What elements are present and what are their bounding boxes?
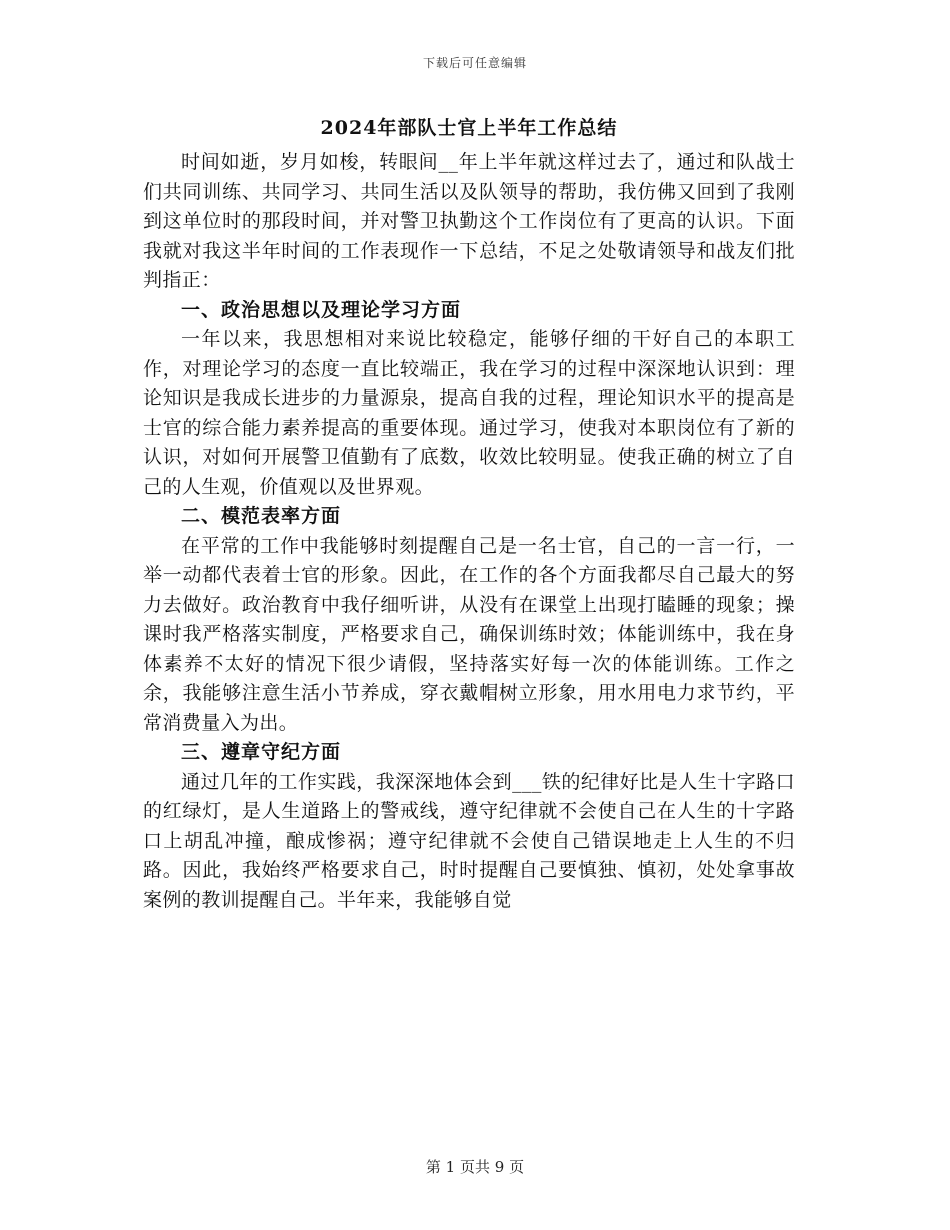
intro-paragraph: 时间如逝，岁月如梭，转眼间__年上半年就这样过去了，通过和队战士们共同训练、共同学习、共同生活以及队领导的帮助，我仿佛又回到了我刚到这单位时的那段时间，并对警卫执勤这个工作岗位有了更高的认识。下面我就对我这半年时间的工作表现作一下总结，不足之处敬请领导和战友们批判指正： [143, 151, 795, 291]
section-heading-role-model: 二、模范表率方面 [181, 505, 342, 527]
document-body [143, 108, 795, 915]
section-heading-discipline: 三、遵章守纪方面 [181, 741, 342, 763]
page-header-note: 下载后可任意编辑 [422, 56, 527, 70]
page-number: 第 1 页共 9 页 [425, 1158, 525, 1176]
section-body-politics: 一年以来，我思想相对来说比较稳定，能够仔细的干好自己的本职工作，对理论学习的态度一直比较端正，我在学习的过程中深深地认识到：理论知识是我成长进步的力量源泉，提高自我的过程，理论知识水平的提高是士官的综合能力素养提高的重要体现。通过学习，使我对本职岗位有了新的认识，对如何开展警卫值勤有了底数，收效比较明显。使我正确的树立了自己的人生观，价值观以及世界观。 [143, 328, 795, 498]
section-body-discipline: 通过几年的工作实践，我深深地体会到___铁的纪律好比是人生十字路口的红绿灯，是人生道路上的警戒线，遵守纪律就不会使自己在人生的十字路口上胡乱冲撞，酿成惨祸；遵守纪律就不会使自己错误地走上人生的不归路。因此，我始终严格要求自己，时时提醒自己要慎独、慎初，处处拿事故案例的教训提醒自己。半年来，我能够自觉 [143, 770, 795, 911]
document-title: 2024年部队士官上半年工作总结 [320, 117, 618, 139]
section-heading-politics: 一、政治思想以及理论学习方面 [181, 298, 462, 321]
section-body-role-model: 在平常的工作中我能够时刻提醒自己是一名士官，自己的一言一行，一举一动都代表着士官的形象。因此，在工作的各个方面我都尽自己最大的努力去做好。政治教育中我仔细听讲，从没有在课堂上出现打瞌睡的现象；操课时我严格落实制度，严格要求自己，确保训练时效；体能训练中，我在身体素养不太好的情况下很少请假，坚持落实好每一次的体能训练。工作之余，我能够注意生活小节养成，穿衣戴帽树立形象，用水用电力求节约，平常消费量入为出。 [143, 534, 795, 734]
